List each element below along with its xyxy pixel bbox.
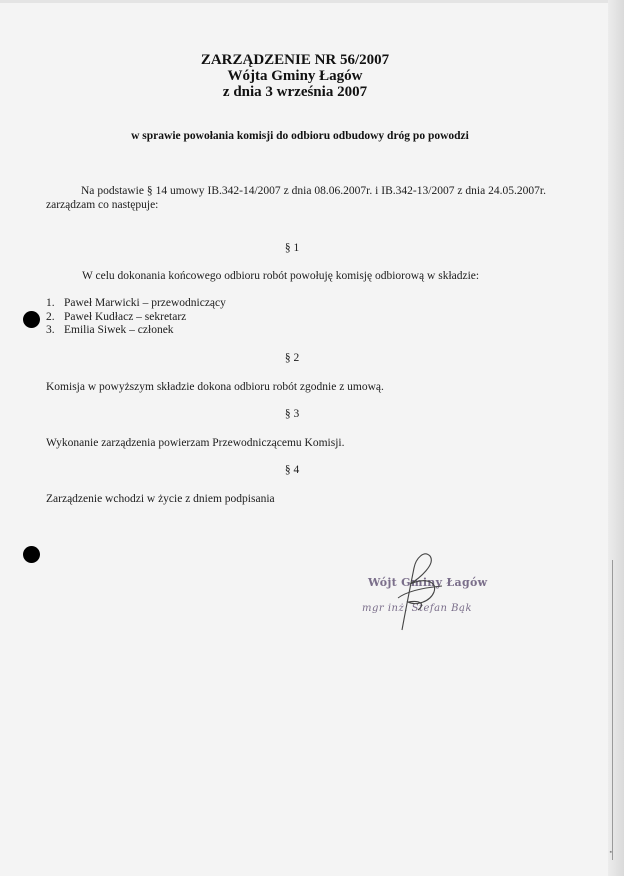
- section-3-text: Wykonanie zarządzenia powierzam Przewodniczącemu Komisji.: [46, 437, 345, 449]
- stamp-title: Wójt Gminy Łagów: [368, 576, 488, 589]
- document-header: [0, 52, 590, 100]
- section-4-text: Zarządzenie wchodzi w życie z dniem podpisania: [46, 493, 275, 505]
- list-item-number: 2.: [46, 310, 55, 323]
- document-title: ZARZĄDZENIE NR 56/2007: [200, 52, 390, 68]
- document-issuer: Wójta Gminy Łagów: [227, 68, 363, 84]
- handwritten-signature: [380, 548, 460, 638]
- stamp-name: mgr inż. Stefan Bąk: [362, 603, 473, 614]
- list-item-text: Paweł Marwicki – przewodniczący: [64, 297, 226, 309]
- punch-hole: [23, 546, 40, 563]
- document-subject: w sprawie powołania komisji do odbioru odbudowy dróg po powodzi: [131, 130, 469, 142]
- document-date: z dnia 3 września 2007: [222, 84, 368, 100]
- list-item-text: Paweł Kudłacz – sekretarz: [64, 310, 187, 323]
- corner-mark: ▪: [609, 848, 612, 856]
- list-item-number: 1.: [46, 297, 55, 309]
- scan-edge-right: [608, 0, 624, 876]
- section-1-text: W celu dokonania końcowego odbioru robót powołuję komisję odbiorową w składzie:: [82, 270, 480, 282]
- section-mark-4: § 4: [284, 464, 300, 476]
- section-mark-3: § 3: [284, 408, 300, 420]
- list-item: [46, 311, 226, 325]
- scan-edge-top: [0, 0, 624, 3]
- punch-hole: [23, 311, 40, 328]
- scan-line: [609, 560, 613, 860]
- section-mark-1: § 1: [284, 242, 300, 254]
- intro-paragraph: Na podstawie § 14 umowy IB.342-14/2007 z dnia 08.06.2007r. i IB.342-13/2007 z dnia 24.05.2007r. zarządzam co następuje:: [46, 185, 546, 211]
- list-item: [46, 324, 226, 338]
- section-2-text: Komisja w powyższym składzie dokona odbioru robót zgodnie z umową.: [46, 381, 384, 393]
- section-mark-2: § 2: [284, 352, 300, 364]
- members-list: [46, 297, 226, 338]
- list-item-text: Emilia Siwek – członek: [64, 324, 174, 336]
- list-item: [46, 297, 226, 311]
- list-item-number: 3.: [46, 324, 55, 336]
